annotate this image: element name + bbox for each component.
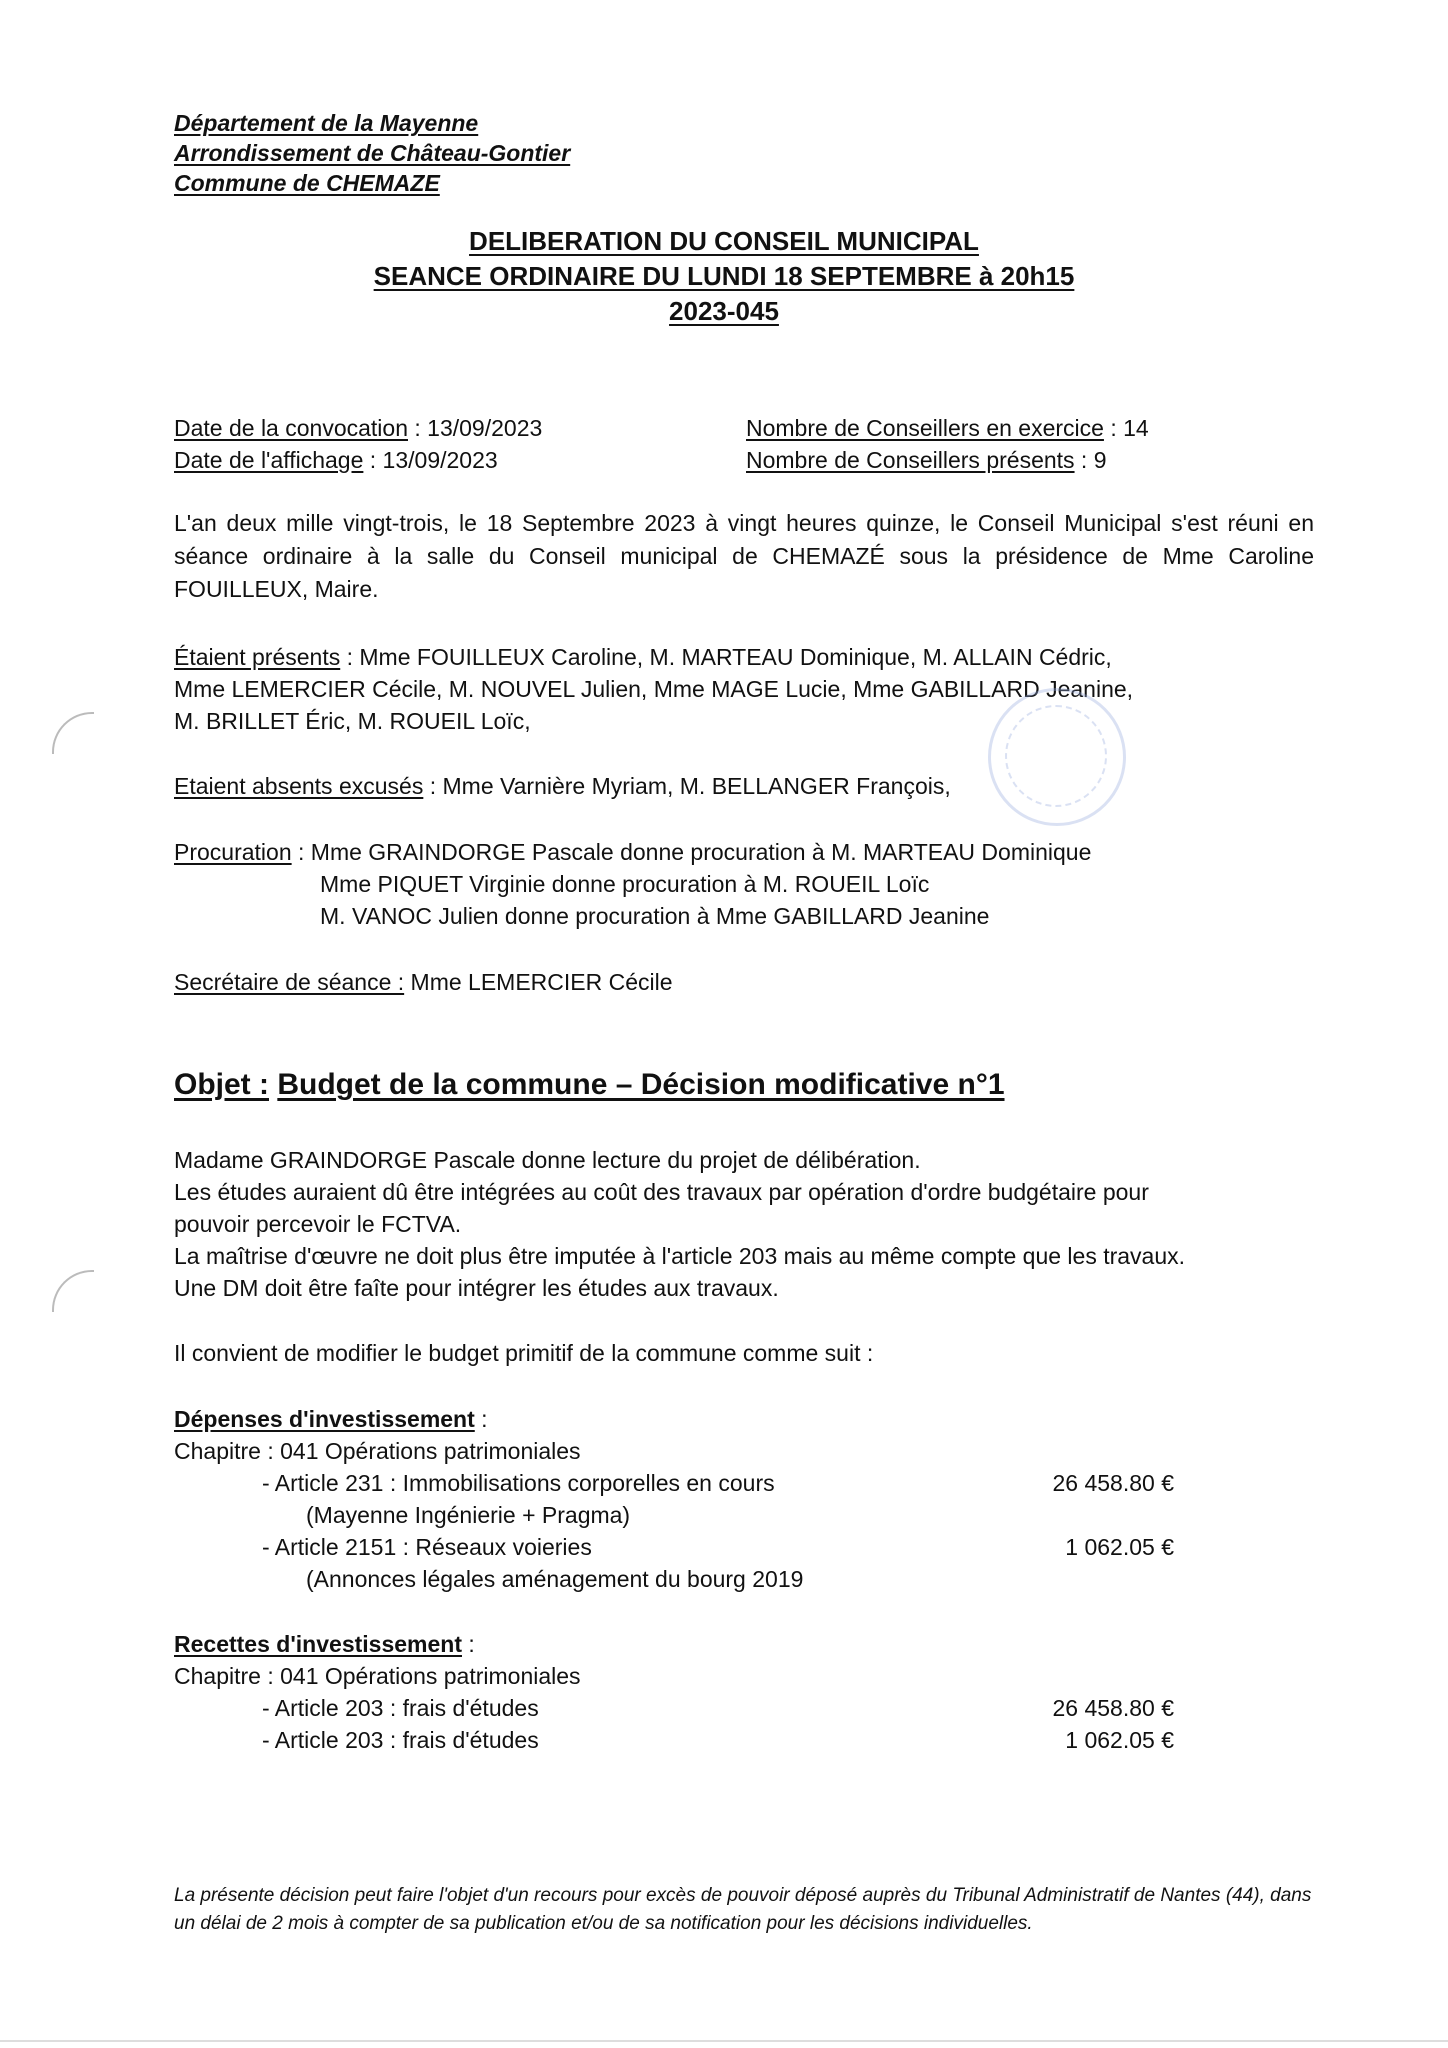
arrondissement-line: Arrondissement de Château-Gontier [174, 140, 571, 166]
depenses-amount-231: 26 458.80 € [1052, 1470, 1174, 1496]
depenses-label: Dépenses d'investissement [174, 1406, 475, 1432]
recettes-article-2: - Article 203 : frais d'études [262, 1727, 539, 1753]
procuration-text-1: : Mme GRAINDORGE Pascale donne procuration à M. MARTEAU Dominique [291, 839, 1092, 865]
scan-edge-line [0, 2040, 1448, 2042]
recettes-heading [174, 1628, 475, 1660]
affichage-label: Date de l'affichage [174, 447, 364, 473]
presents-count-value: : 9 [1074, 447, 1107, 473]
presents-label: Étaient présents [174, 644, 341, 670]
body-p3: La maîtrise d'œuvre ne doit plus être imputée à l'article 203 mais au même compte que les travaux. [174, 1243, 1186, 1269]
procuration-line-2: Mme PIQUET Virginie donne procuration à M. ROUEIL Loïc [320, 871, 930, 897]
affichage-date [174, 444, 498, 476]
presents-names-1: : Mme FOUILLEUX Caroline, M. MARTEAU Dominique, M. ALLAIN Cédric, [340, 644, 1112, 670]
exercice-label: Nombre de Conseillers en exercice [746, 415, 1104, 441]
body-p5: Il convient de modifier le budget primitif de la commune comme suit : [174, 1340, 874, 1366]
recettes-amount-1: 26 458.80 € [1052, 1695, 1174, 1721]
deliberation-number: 2023-045 [669, 296, 779, 326]
body-p2b: pouvoir percevoir le FCTVA. [174, 1211, 462, 1237]
title-line-2: SEANCE ORDINAIRE DU LUNDI 18 SEPTEMBRE à 20h15 [373, 261, 1075, 291]
procuration-line-1 [174, 836, 1091, 868]
recettes-label: Recettes d'investissement [174, 1631, 462, 1657]
objet-heading [174, 1066, 1005, 1104]
procuration-label: Procuration [174, 839, 292, 865]
scan-hole-mark-bottom [52, 1270, 94, 1312]
presents-line-1 [174, 641, 1112, 673]
body-p1: Madame GRAINDORGE Pascale donne lecture du projet de délibération. [174, 1147, 921, 1173]
recettes-article-1: - Article 203 : frais d'études [262, 1695, 539, 1721]
depenses-heading [174, 1403, 488, 1435]
exercice-value: : 14 [1103, 415, 1149, 441]
presents-line-3: M. BRILLET Éric, M. ROUEIL Loïc, [174, 708, 531, 734]
depenses-colon: : [474, 1406, 488, 1432]
municipal-seal-stamp [988, 688, 1126, 826]
title-line-1: DELIBERATION DU CONSEIL MUNICIPAL [469, 226, 979, 256]
secretaire-label: Secrétaire de séance : [174, 969, 405, 995]
document-title-block [0, 224, 1448, 329]
body-p2a: Les études auraient dû être intégrées au coût des travaux par opération d'ordre budgétaire pour [174, 1179, 1149, 1205]
depenses-chapitre: Chapitre : 041 Opérations patrimoniales [174, 1438, 581, 1464]
affichage-value: : 13/09/2023 [363, 447, 498, 473]
objet-value: Budget de la commune – Décision modificative n°1 [277, 1068, 1005, 1101]
departement-line: Département de la Mayenne [174, 110, 479, 136]
body-p4: Une DM doit être faîte pour intégrer les études aux travaux. [174, 1275, 779, 1301]
depenses-article-2151: - Article 2151 : Réseaux voieries [262, 1534, 592, 1560]
depenses-amount-2151: 1 062.05 € [1065, 1534, 1174, 1560]
administrative-header [174, 108, 570, 198]
objet-label: Objet : [174, 1068, 269, 1101]
absents-label: Etaient absents excusés [174, 773, 424, 799]
conseillers-presents [746, 444, 1107, 476]
convocation-label: Date de la convocation [174, 415, 408, 441]
intro-paragraph: L'an deux mille vingt-trois, le 18 Septembre 2023 à vingt heures quinze, le Conseil Municipal s'est réuni en séance ordinaire à la salle du Conseil municipal de CHEMAZÉ sous la présidence de Mme Caroline FOUILLEUX, Maire. [174, 510, 1314, 602]
procuration-line-3: M. VANOC Julien donne procuration à Mme GABILLARD Jeanine [320, 903, 990, 929]
absents-names: : Mme Varnière Myriam, M. BELLANGER François, [423, 773, 951, 799]
absents-line [174, 770, 951, 802]
recettes-chapitre: Chapitre : 041 Opérations patrimoniales [174, 1663, 581, 1689]
presents-line-2: Mme LEMERCIER Cécile, M. NOUVEL Julien, Mme MAGE Lucie, Mme GABILLARD Jeanine, [174, 676, 1134, 702]
recettes-colon: : [461, 1631, 475, 1657]
convocation-date [174, 412, 542, 444]
convocation-value: : 13/09/2023 [408, 415, 543, 441]
presents-count-label: Nombre de Conseillers présents [746, 447, 1075, 473]
depenses-note-231: (Mayenne Ingénierie + Pragma) [306, 1502, 631, 1528]
secretaire-name: Mme LEMERCIER Cécile [404, 969, 673, 995]
commune-line: Commune de CHEMAZE [174, 170, 440, 196]
scan-hole-mark-top [52, 712, 94, 754]
secretaire-line [174, 966, 673, 998]
conseillers-exercice [746, 412, 1149, 444]
depenses-article-231: - Article 231 : Immobilisations corporelles en cours [262, 1470, 775, 1496]
legal-footer-notice: La présente décision peut faire l'objet d'un recours pour excès de pouvoir déposé auprès du Tribunal Administratif de Nantes (44), dans un délai de 2 mois à compter de sa publication et/ou de sa notification pour les décisions individuelles. [174, 1885, 1312, 1934]
depenses-note-2151: (Annonces légales aménagement du bourg 2019 [306, 1566, 804, 1592]
recettes-amount-2: 1 062.05 € [1065, 1727, 1174, 1753]
